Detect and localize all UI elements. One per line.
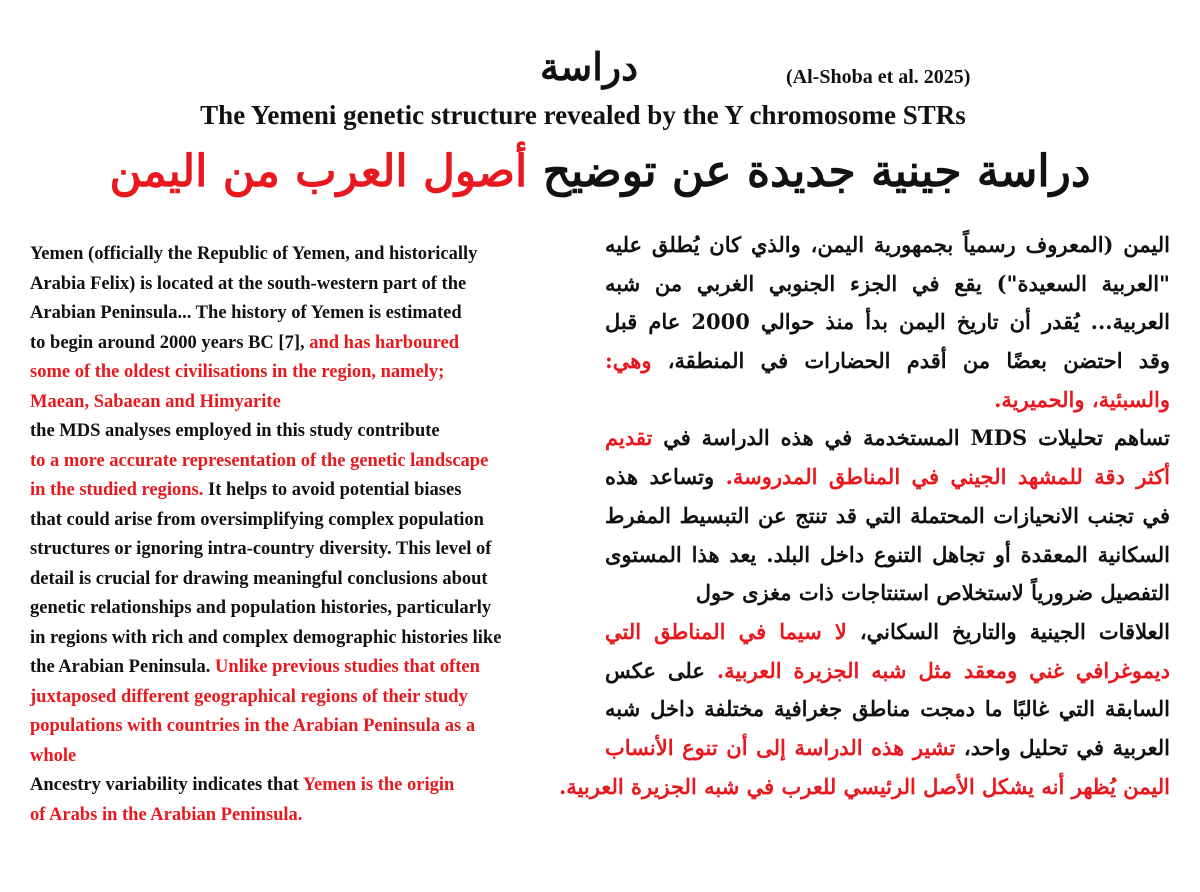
body-text: Yemen (officially the Republic of Yemen, and historically [30, 244, 478, 264]
text-line [30, 329, 590, 359]
text-line [605, 690, 1170, 729]
highlighted-text: to a more accurate representation of the genetic landscape [30, 450, 489, 471]
text-line [605, 729, 1170, 768]
text-line [30, 771, 590, 801]
highlighted-text: وهي: [605, 348, 652, 374]
body-text: وقد احتضن بعضًا من أقدم الحضارات في المنطقة، [651, 348, 1170, 374]
text-line [30, 653, 590, 683]
text-line [30, 388, 590, 418]
body-text: السابقة التي غالبًا ما دمجت مناطق جغرافية مختلفة داخل شبه [605, 696, 1170, 722]
body-text: the MDS analyses employed in this study contribute [30, 421, 440, 441]
body-text: التفصيل ضرورياً لاستخلاص استنتاجات ذات مغزى حول [695, 580, 1170, 606]
body-text: Arabian Peninsula... The history of Yemen is estimated [30, 303, 462, 323]
text-line [605, 497, 1170, 536]
body-text: "العربية السعيدة") يقع في الجزء الجنوبي الغربي من شبه [605, 270, 1170, 296]
text-line [30, 506, 590, 536]
text-line [30, 683, 590, 713]
body-text: structures or ignoring intra-country diversity. This level of [30, 539, 492, 559]
text-line [30, 417, 590, 447]
body-text: وتساعد هذه [605, 464, 715, 490]
body-text: العلاقات الجينية والتاريخ السكاني، [846, 618, 1170, 644]
text-line [605, 536, 1170, 575]
text-line [30, 240, 590, 270]
highlighted-text: تشير هذه الدراسة إلى أن تنوع الأنساب [605, 734, 956, 760]
highlighted-text: some of the oldest civilisations in the region, namely; [30, 362, 445, 382]
text-line [605, 381, 1170, 420]
highlighted-text: Unlike previous studies that often [215, 657, 480, 677]
body-text: العربية... يُقدر أن تاريخ اليمن بدأ منذ حوالي 2000 عام قبل [605, 309, 1170, 335]
text-line [30, 742, 590, 772]
english-body-text [30, 240, 590, 830]
highlighted-text: والسبئية، والحميرية. [994, 386, 1170, 412]
highlighted-text: أكثر دقة للمشهد الجيني في المناطق المدروسة. [725, 464, 1170, 490]
text-line [30, 447, 590, 477]
body-text: تساهم تحليلات MDS المستخدمة في هذه الدراسة في [652, 425, 1170, 451]
text-line [605, 303, 1170, 342]
body-text: genetic relationships and population histories, particularly [30, 598, 492, 618]
citation: (Al-Shoba et al. 2025) [786, 66, 971, 88]
arabic-body-text [558, 226, 1170, 806]
body-text: السكانية المعقدة أو تجاهل التنوع داخل البلد. يعد هذا المستوى [605, 541, 1170, 567]
text-line [30, 358, 590, 388]
highlighted-text: of Arabs in the Arabian Peninsula. [30, 804, 303, 825]
text-line [30, 712, 590, 742]
highlighted-text: ديموغرافي غني ومعقد مثل شبه الجزيرة العربية. [716, 657, 1170, 683]
text-line [605, 613, 1170, 652]
text-line [30, 270, 590, 300]
highlighted-text: تقديم [605, 425, 653, 451]
text-line [30, 476, 590, 506]
text-line [605, 265, 1170, 304]
text-line [30, 594, 590, 624]
text-line [605, 226, 1170, 265]
highlighted-text: populations with countries in the Arabian Peninsula as a [30, 716, 476, 736]
highlighted-text: whole [30, 745, 77, 766]
arabic-headline-black: دراسة جينية جديدة عن توضيح [527, 146, 1091, 197]
text-line [30, 299, 590, 329]
body-text: على عكس [605, 657, 705, 683]
highlighted-text: اليمن يُظهر أنه يشكل الأصل الرئيسي للعرب في شبه الجزيرة العربية. [558, 773, 1170, 799]
text-line [605, 342, 1170, 381]
english-title: The Yemeni genetic structure revealed by the Y chromosome STRs [200, 100, 966, 130]
body-text: that could arise from oversimplifying complex population [30, 509, 484, 530]
text-line [30, 801, 590, 831]
text-line [605, 652, 1170, 691]
highlighted-text: and has harboured [309, 332, 460, 353]
body-text: Arabia Felix) is located at the south-western part of the [30, 273, 467, 294]
highlighted-text: in the studied regions. [30, 480, 204, 500]
text-line [30, 535, 590, 565]
body-text: in regions with rich and complex demographic histories like [30, 627, 502, 648]
text-line [558, 768, 1170, 807]
arabic-headline-red: أصول العرب من اليمن [109, 146, 528, 197]
text-line [605, 574, 1170, 613]
text-line [30, 624, 590, 654]
text-line [30, 565, 590, 595]
body-text: It helps to avoid potential biases [203, 480, 462, 500]
text-line [605, 458, 1170, 497]
arabic-study-label: دراسة [540, 44, 639, 89]
body-text: detail is crucial for drawing meaningful conclusions about [30, 568, 488, 589]
highlighted-text: Yemen is the origin [302, 775, 455, 795]
highlighted-text: juxtaposed different geographical regions of their study [30, 686, 468, 707]
body-text: Ancestry variability indicates that [30, 775, 303, 795]
arabic-headline [0, 146, 1200, 197]
highlighted-text: Maean, Sabaean and Himyarite [30, 391, 281, 412]
body-text: اليمن (المعروف رسمياً بجمهورية اليمن، والذي كان يُطلق عليه [605, 232, 1170, 257]
text-line [605, 419, 1170, 458]
body-text: to begin around 2000 years BC [7], [30, 332, 310, 353]
highlighted-text: لا سيما في المناطق التي [605, 618, 847, 644]
body-text: العربية في تحليل واحد، [955, 734, 1170, 760]
body-text: في تجنب الانحيازات المحتملة التي قد تنتج عن التبسيط المفرط [605, 502, 1170, 528]
body-text: the Arabian Peninsula. [30, 657, 216, 677]
